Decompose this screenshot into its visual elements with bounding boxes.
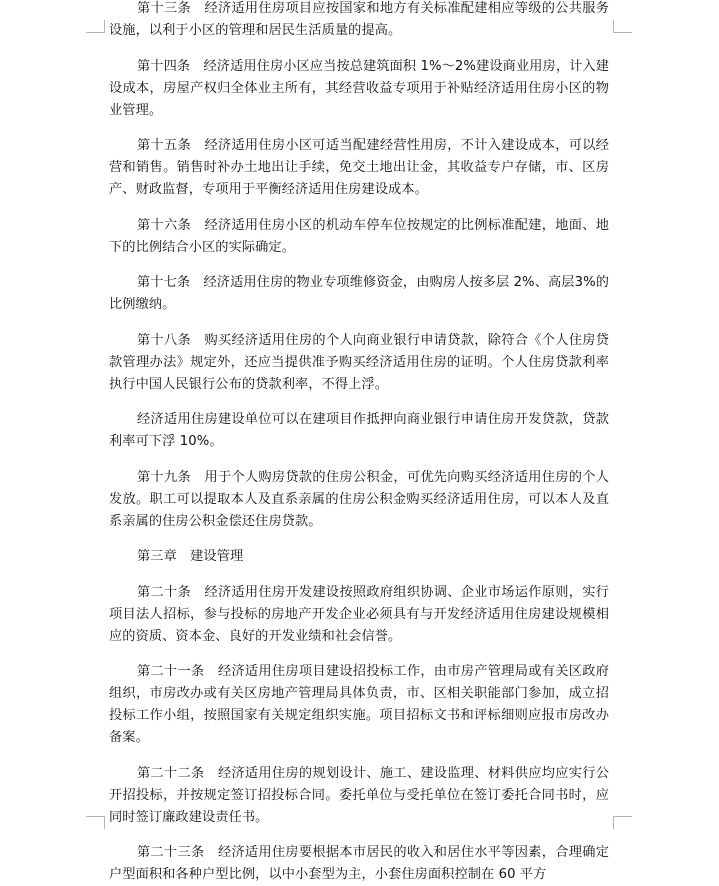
crop-mark-top-left xyxy=(86,20,105,33)
article-13: 第十三条 经济适用住房项目应按国家和地方有关标准配建相应等级的公共服务设施，以利于小区的管理和居民生活质量的提高。 xyxy=(109,1,609,38)
article-18: 第十八条 购买经济适用住房的个人向商业银行申请贷款，除符合《个人住房贷款管理办法》规定外，还应当提供准予购买经济适用住房的证明。个人住房贷款利率执行中国人民银行公布的贷款利率，不得上浮。 xyxy=(109,332,609,392)
article-14: 第十四条 经济适用住房小区应当按总建筑面积 1%～2%建设商业用房，计入建设成本，房屋产权归全体业主所有，其经营收益专项用于补贴经济适用住房小区的物业管理。 xyxy=(109,58,609,118)
article-20: 第二十条 经济适用住房开发建设按照政府组织协调、企业市场运作原则，实行项目法人招标，参与投标的房地产开发企业必须具有与开发经济适用住房建设规模相应的资质、资本金、良好的开发业绩和社会信誉。 xyxy=(109,584,609,644)
article-16: 第十六条 经济适用住房小区的机动车停车位按规定的比例标准配建，地面、地下的比例结合小区的实际确定。 xyxy=(109,217,609,255)
article-21: 第二十一条 经济适用住房项目建设招投标工作，由市房产管理局或有关区政府组织，市房改办或有关区房地产管理局具体负责，市、区相关职能部门参加，成立招投标工作小组，按照国家有关规定组织实施。项目招标文书和评标细则应报市房改办备案。 xyxy=(109,664,609,745)
document-body xyxy=(109,0,609,886)
article-19: 第十九条 用于个人购房贷款的住房公积金，可优先向购买经济适用住房的个人发放。职工可以提取本人及直系亲属的住房公积金购买经济适用住房，可以本人及直系亲属的住房公积金偿还住房贷款。 xyxy=(109,469,609,529)
article-18-supplement: 经济适用住房建设单位可以在建项目作抵押向商业银行申请住房开发贷款，贷款利率可下浮 10%。 xyxy=(109,412,609,449)
article-22: 第二十二条 经济适用住房的规划设计、施工、建设监理、材料供应均应实行公开招投标，并按规定签订招投标合同。委托单位与受托单位在签订委托合同书时，应同时签订廉政建设责任书。 xyxy=(109,765,609,825)
article-15: 第十五条 经济适用住房小区可适当配建经营性用房，不计入建设成本，可以经营和销售。销售时补办土地出让手续，免交土地出让金，其收益专户存储，市、区房产、财政监督，专项用于平衡经济适用住房建设成本。 xyxy=(109,138,609,197)
crop-mark-bottom-right xyxy=(613,816,632,829)
chapter-heading: 第三章 建设管理 xyxy=(137,549,244,564)
article-23: 第二十三条 经济适用住房要根据本市居民的收入和居住水平等因素，合理确定户型面积和各种户型比例，以中小套型为主，小套住房面积控制在 60 平方 xyxy=(109,845,609,882)
crop-mark-bottom-left xyxy=(86,816,105,829)
crop-mark-top-right xyxy=(613,20,632,33)
article-17: 第十七条 经济适用住房的物业专项维修资金，由购房人按多层 2%、高层3%的比例缴纳。 xyxy=(109,275,609,312)
